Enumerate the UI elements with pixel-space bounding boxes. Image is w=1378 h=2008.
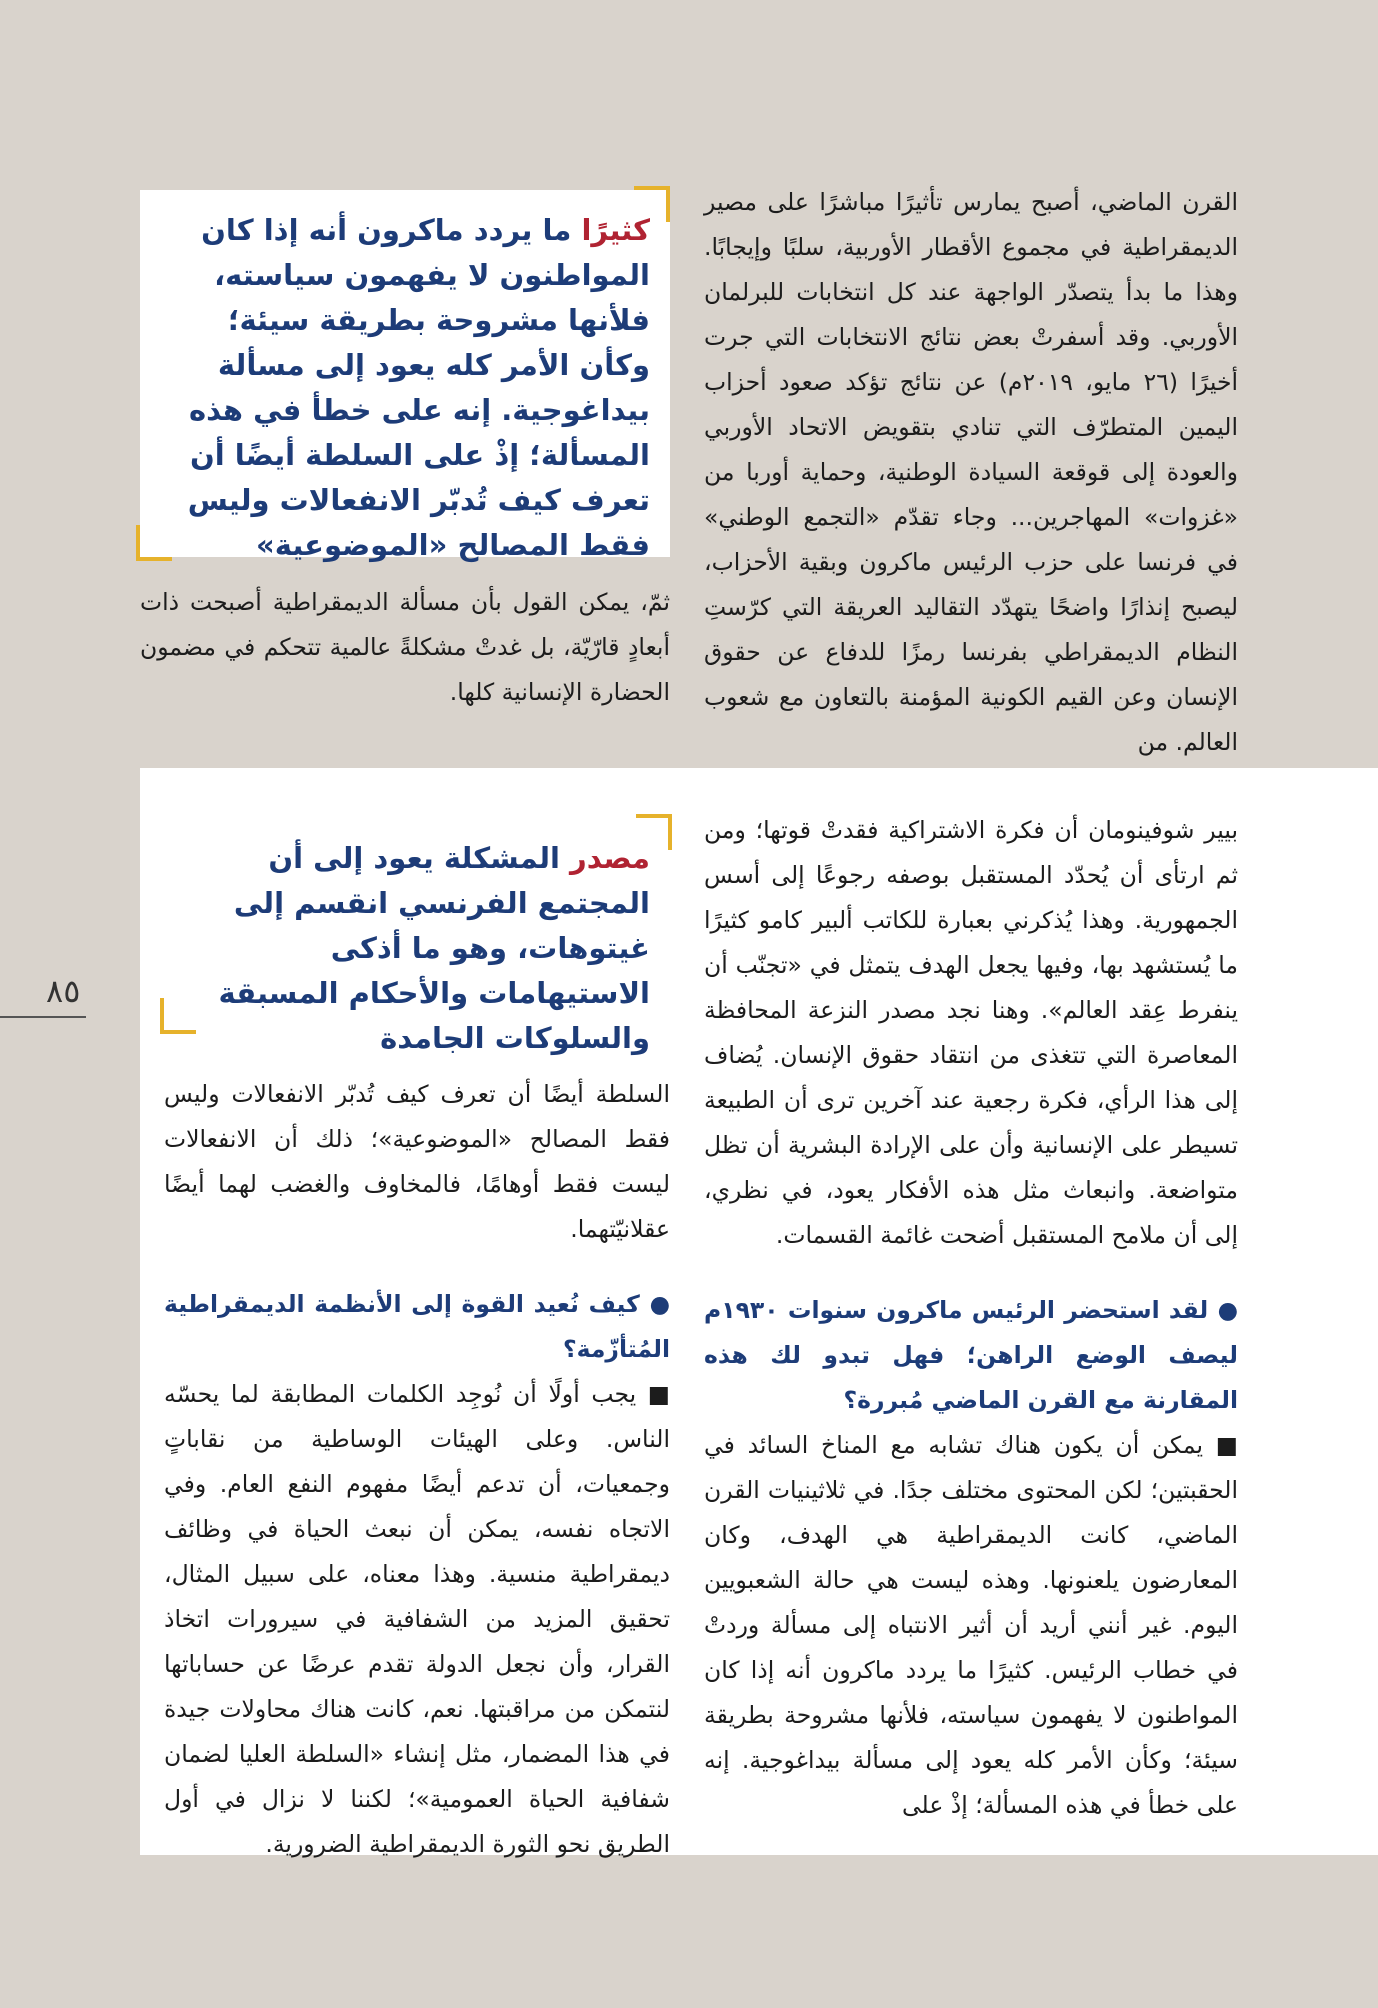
body-paragraph: بيير شوفينومان أن فكرة الاشتراكية فقدتْ قوتها؛ ومن ثم ارتأى أن يُحدّد المستقبل بوصفه رجوعًا إلى أسس الجمهورية. وهذا يُذكرني بعبارة للكاتب ألبير كامو كثيرًا ما يُستشهد بها، وفيها يجعل الهدف يتمثل في «تجنّب أن ينفرط عِقد العالم». وهنا نجد مصدر النزعة المحافظة المعاصرة التي تتغذى من انتقاد حقوق الإنسان. يُضاف إلى هذا الرأي، فكرة رجعية عند آخرين ترى أن الطبيعة تسيطر على الإنسانية وأن على الإرادة البشرية أن تظل متواضعة. وانبعاث مثل هذه الأفكار يعود، في نظري، إلى أن ملامح المستقبل أضحت غائمة القسمات. <box>704 816 1238 1249</box>
body-column-bottom-right <box>704 808 1238 1828</box>
body-paragraph: السلطة أيضًا أن تعرف كيف تُدبّر الانفعالات وليس فقط المصالح «الموضوعية»؛ ذلك أن الانفعالات ليست فقط أوهامًا، فالمخاوف والغضب لهما أيضًا عقلانيّتهما. <box>164 1080 670 1243</box>
body-column-top-left <box>140 580 670 715</box>
interview-question: ● كيف نُعيد القوة إلى الأنظمة الديمقراطية المُتأزّمة؟ <box>164 1290 670 1363</box>
pull-quote-box <box>140 190 670 562</box>
pull-quote-box <box>180 830 650 1055</box>
quote-corner-decoration <box>136 525 172 561</box>
pull-quote-text: ما يردد ماكرون أنه إذا كان المواطنون لا يفهمون سياسته، فلأنها مشروحة بطريقة سيئة؛ وكأن الأمر كله يعود إلى مسألة بيداغوجية. إنه على خطأ في هذه المسألة؛ إذْ على السلطة أيضًا أن تعرف كيف تُدبّر الانفعالات وليس فقط المصالح «الموضوعية» <box>187 213 650 562</box>
quote-corner-decoration <box>634 186 670 222</box>
pull-quote-accent-word: كثيرًا <box>581 213 650 247</box>
body-column-bottom-left <box>164 1072 670 1867</box>
body-paragraph: ■ يجب أولًا أن نُوجِد الكلمات المطابقة لما يحسّه الناس. وعلى الهيئات الوساطية من نقاباتٍ وجمعيات، أن تدعم أيضًا مفهوم النفع العام. وفي الاتجاه نفسه، يمكن أن نبعث الحياة في وظائف ديمقراطية منسية. وهذا معناه، على سبيل المثال، تحقيق المزيد من الشفافية في سيرورات اتخاذ القرار، وأن نجعل الدولة تقدم عرضًا عن حساباتها لنتمكن من مراقبتها. نعم، كانت هناك محاولات جيدة في هذا المضمار، مثل إنشاء «السلطة العليا لضمان شفافية الحياة العمومية»؛ لكننا لا نزال في أول الطريق نحو الثورة الديمقراطية الضرورية. <box>164 1380 670 1858</box>
body-paragraph: القرن الماضي، أصبح يمارس تأثيرًا مباشرًا على مصير الديمقراطية في مجموع الأقطار الأوربية، سلبًا وإيجابًا. وهذا ما بدأ يتصدّر الواجهة عند كل انتخابات للبرلمان الأوربي. وقد أسفرتْ بعض نتائج الانتخابات التي جرت أخيرًا (٢٦ مايو، ٢٠١٩م) عن نتائج تؤكد صعود أحزاب اليمين المتطرّف التي تنادي بتقويض الاتحاد الأوربي والعودة إلى قوقعة السيادة الوطنية، وحماية أوربا من «غزوات» المهاجرين... وجاء تقدّم «التجمع الوطني» في فرنسا على حزب الرئيس ماكرون وبقية الأحزاب، ليصبح إنذارًا واضحًا يتهدّد التقاليد العريقة التي كرّستِ النظام الديمقراطي بفرنسا رمزًا للدفاع عن حقوق الإنسان وعن القيم الكونية المؤمنة بالتعاون مع شعوب العالم. من <box>704 188 1238 756</box>
body-column-top-right <box>704 180 1238 765</box>
pull-quote-text: المشكلة يعود إلى أن المجتمع الفرنسي انقسم إلى غيتوهات، وهو ما أذكى الاستيهامات والأحكام المسبقة والسلوكات الجامدة <box>218 841 650 1055</box>
page-number-rule <box>0 1016 86 1018</box>
body-paragraph: ■ يمكن أن يكون هناك تشابه مع المناخ السائد في الحقبتين؛ لكن المحتوى مختلف جدًا. في ثلاثينيات القرن الماضي، كانت الديمقراطية هي الهدف، وكان المعارضون يلعنونها. وهذه ليست هي حالة الشعبويين اليوم. غير أنني أريد أن أثير الانتباه إلى مسألة وردتْ في خطاب الرئيس. كثيرًا ما يردد ماكرون أنه إذا كان المواطنون لا يفهمون سياسته، فلأنها مشروحة بطريقة سيئة؛ وكأن الأمر كله يعود إلى مسألة بيداغوجية. إنه على خطأ في هذه المسألة؛ إذْ على <box>704 1431 1238 1819</box>
quote-corner-decoration <box>636 814 672 850</box>
quote-corner-decoration <box>160 998 196 1034</box>
page-number: ٨٥ <box>46 972 81 1010</box>
body-paragraph: ثمّ، يمكن القول بأن مسألة الديمقراطية أصبحت ذات أبعادٍ قارّيّة، بل غدتْ مشكلةً عالمية تتحكم في مضمون الحضارة الإنسانية كلها. <box>140 588 670 706</box>
pull-quote-accent-word: مصدر <box>570 841 650 875</box>
interview-question: ● لقد استحضر الرئيس ماكرون سنوات ١٩٣٠م ليصف الوضع الراهن؛ فهل تبدو لك هذه المقارنة مع القرن الماضي مُبررة؟ <box>704 1296 1238 1414</box>
